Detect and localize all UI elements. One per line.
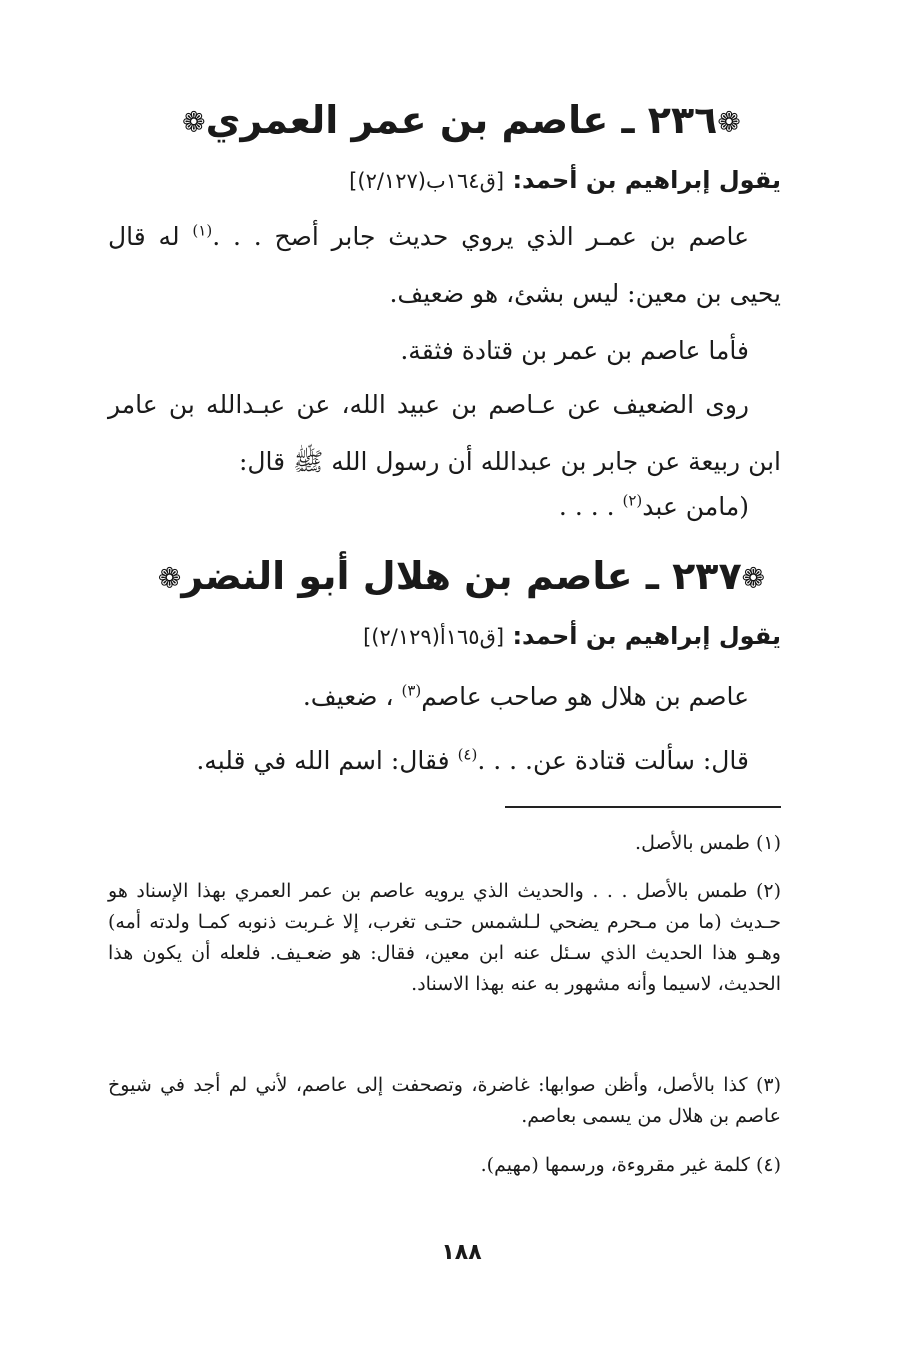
- footnote-ref: (٤): [457, 745, 478, 764]
- footnote-1: (١) طمس بالأصل.: [635, 832, 781, 854]
- footnote-4: (٤) كلمة غير مقروءة، ورسمها (مهيم).: [480, 1154, 781, 1176]
- footnote-ref: (٣): [401, 681, 422, 700]
- source-label: يقول إبراهيم بن أحمد:: [512, 166, 781, 194]
- footnote-2: (٢) طمس بالأصل . . . والحديث الذي يرويه عاصم بن عمر العمري بهذا الإسناد هو حـديث (ما من مـحرم يضحي لـلشمس حتـى تغرب، إلا غـربت ذنوبه كمـا ولدته أمه) وهـو هذا الحديث الذي سـئل عنه ابن معين، فقال: هو ضعـيف. فلعله أن يكون هذا الحديث، لاسيما وأنه مشهور به عنه بهذا الاسناد.: [108, 880, 781, 995]
- ornament-icon: ❁: [157, 561, 182, 595]
- footnote-3: (٣) كذا بالأصل، وأظن صوابها: غاضرة، وتصحفت إلى عاصم، لأني لم أجد في شيوخ عاصم بن هلال من يسمى بعاصم.: [108, 1074, 781, 1127]
- paragraph: فأما عاصم بن عمر بن قتادة فثقة.: [400, 336, 749, 365]
- paragraph: قال: سألت قتادة عن. . . .$^{(٤)}$ فقال: اسم الله في قلبه.: [196, 745, 749, 775]
- paragraph: عاصم بن هلال هو صاحب عاصم$^{(٣)}$ ، ضعيف.: [302, 681, 749, 711]
- paragraph: عاصم بن عمـر الذي يروي حديث جابر أصح . . .$^{(١)}$ له قال يحيى بن معين: ليس بشئ، هو ضعيف.: [108, 221, 781, 308]
- paragraph: روى الضعيف عن عـاصم بن عبيد الله، عن عبـدالله بن عامر ابن ربيعة عن جابر بن عبدالله أن رسول الله ﷺ قال:: [108, 390, 781, 476]
- manuscript-reference: [ق١٦٥أ(٢/١٢٩)]: [363, 625, 505, 649]
- source-line-237: [108, 618, 781, 655]
- source-label: يقول إبراهيم بن أحمد:: [512, 622, 781, 650]
- paragraph: (مامن عبد$^{(٢)}$ . . . .: [558, 491, 749, 521]
- ornament-icon: ❁: [741, 561, 766, 595]
- entry-title-236: ❁٢٣٦ ـ عاصم بن عمر العمري❁: [182, 98, 741, 142]
- entry-title-237: ❁٢٣٧ ـ عاصم بن هلال أبو النضر❁: [157, 554, 766, 598]
- page-number: ١٨٨: [441, 1240, 482, 1265]
- source-line-236: [108, 162, 781, 199]
- footnote-ref: (٢): [622, 491, 643, 510]
- footnote-ref: (١): [192, 221, 213, 240]
- ornament-icon: ❁: [182, 105, 206, 139]
- manuscript-reference: [ق١٦٤ب(٢/١٢٧)]: [349, 169, 505, 193]
- footnote-separator: [505, 806, 781, 808]
- ornament-icon: ❁: [717, 105, 741, 139]
